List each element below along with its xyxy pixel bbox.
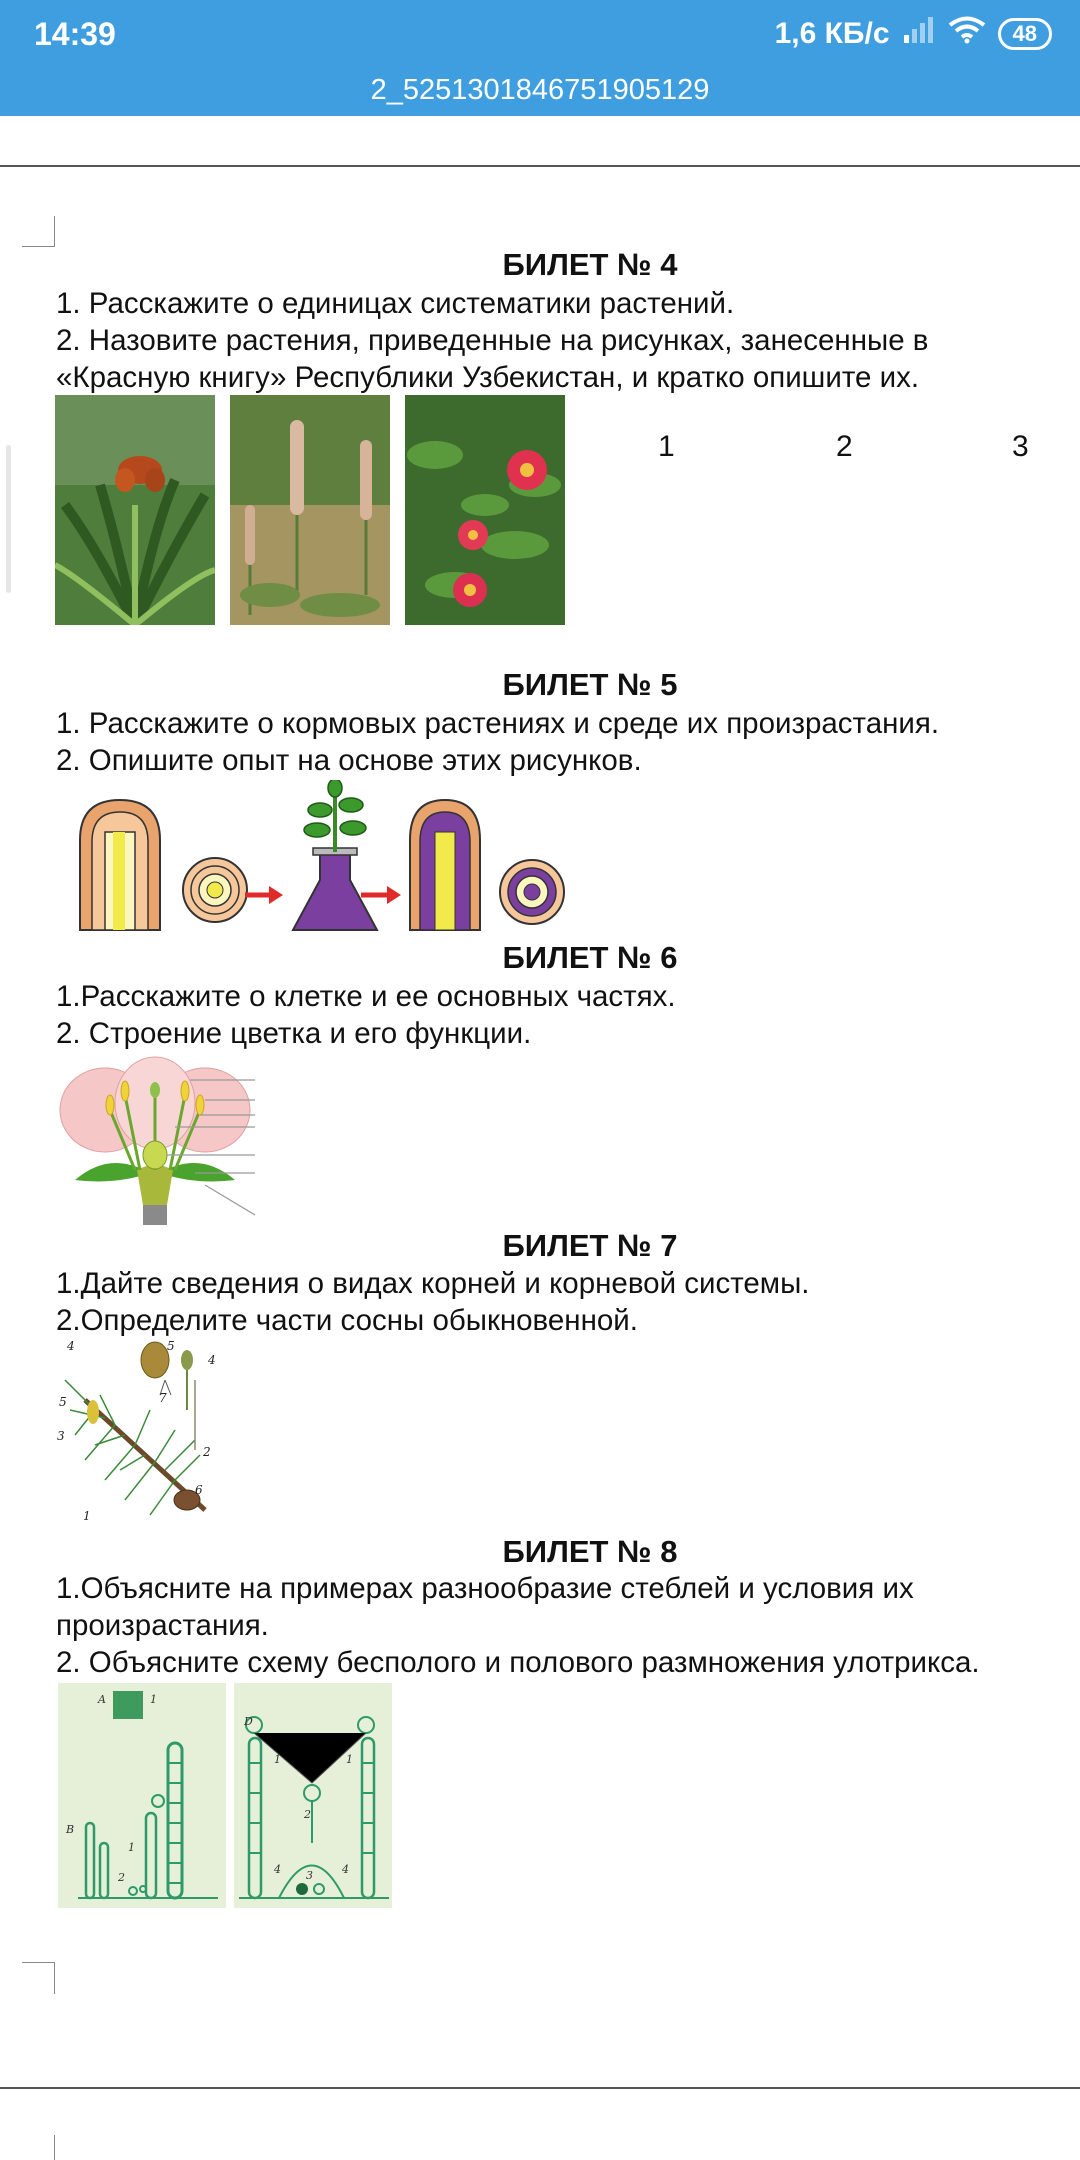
ulothrix-label: 1	[150, 1693, 157, 1706]
status-icons	[775, 16, 1052, 52]
ticket-4-title: БИЛЕТ № 4	[502, 247, 678, 282]
pine-label: 1	[83, 1509, 91, 1523]
ulothrix-label: 1	[128, 1841, 135, 1854]
pine-label: 4	[67, 1340, 75, 1353]
page-bottom-divider	[0, 2087, 1080, 2089]
page-margin-line	[54, 1962, 55, 1994]
ulothrix-asexual-diagram	[58, 1683, 226, 1908]
page-corner-marker	[22, 1962, 55, 1993]
ticket-8-title: БИЛЕТ № 8	[502, 1534, 678, 1569]
pine-label: 7	[159, 1391, 167, 1405]
battery-indicator: 48	[998, 18, 1052, 50]
plant-photo-2	[230, 395, 390, 625]
ticket-5-line-2: 2. Опишите опыт на основе этих рисунков.	[56, 744, 642, 777]
status-time: 14:39	[34, 16, 116, 52]
document-title: 2_5251301846751905129	[370, 74, 710, 106]
ticket-7-title: БИЛЕТ № 7	[502, 1228, 678, 1263]
pine-label: 4	[208, 1353, 216, 1367]
ticket-4-line-2: 2. Назовите растения, приведенные на рисунках, занесенные в	[56, 324, 929, 357]
ticket-8-line-3: 2. Объясните схему бесполого и полового размножения улотрикса.	[56, 1646, 980, 1679]
image-number-2: 2	[836, 430, 853, 463]
stem-dye-experiment-figure	[55, 780, 575, 935]
pine-label: 6	[195, 1483, 203, 1497]
image-number-1: 1	[658, 430, 675, 463]
ticket-6-title: БИЛЕТ № 6	[502, 940, 678, 975]
page-corner-marker	[22, 216, 55, 247]
ticket-7-line-2: 2.Определите части сосны обыкновенной.	[56, 1304, 638, 1337]
ulothrix-label: D	[244, 1715, 253, 1728]
signal-icon	[902, 17, 936, 51]
plant-photo-3	[405, 395, 565, 625]
pine-label: 5	[167, 1340, 175, 1353]
ticket-5-line-1: 1. Расскажите о кормовых растениях и среде их произрастания.	[56, 707, 940, 740]
pine-label: 3	[57, 1429, 65, 1443]
ulothrix-label: 1	[274, 1753, 281, 1766]
pine-label: 2	[203, 1445, 211, 1459]
top-bar	[0, 0, 1080, 116]
ulothrix-label: 2	[118, 1871, 125, 1884]
ticket-8-line-1: 1.Объясните на примерах разнообразие стеблей и условия их	[56, 1572, 914, 1605]
ulothrix-label: 4	[342, 1863, 349, 1876]
scrollbar[interactable]	[6, 445, 11, 593]
plant-photo-1	[55, 395, 215, 625]
ulothrix-label: 3	[306, 1869, 313, 1882]
pine-label: 5	[59, 1395, 67, 1409]
network-speed: 1,6 КБ/с	[774, 17, 890, 50]
pine-branch-diagram	[55, 1340, 230, 1525]
ticket-4-line-3: «Красную книгу» Республики Узбекистан, и кратко опишите их.	[56, 361, 920, 394]
ulothrix-label: 4	[274, 1863, 281, 1876]
ticket-8-line-2: произрастания.	[56, 1609, 269, 1642]
next-page-margin-line	[54, 2135, 55, 2160]
ulothrix-sexual-diagram	[234, 1683, 392, 1908]
ulothrix-label: 1	[346, 1753, 353, 1766]
ulothrix-label: A	[98, 1693, 106, 1706]
image-number-3: 3	[1012, 430, 1029, 463]
page-top-divider	[0, 165, 1080, 167]
flower-structure-diagram	[55, 1055, 260, 1225]
ulothrix-label: B	[66, 1823, 75, 1836]
ticket-5-title: БИЛЕТ № 5	[502, 667, 678, 702]
ticket-6-line-1: 1.Расскажите о клетке и ее основных частях.	[56, 980, 676, 1013]
ticket-4-line-1: 1. Расскажите о единицах систематики растений.	[56, 287, 735, 320]
ticket-6-line-2: 2. Строение цветка и его функции.	[56, 1017, 532, 1050]
ticket-7-line-1: 1.Дайте сведения о видах корней и корневой системы.	[56, 1267, 810, 1300]
ulothrix-label: 2	[304, 1808, 311, 1821]
wifi-icon	[948, 16, 986, 52]
